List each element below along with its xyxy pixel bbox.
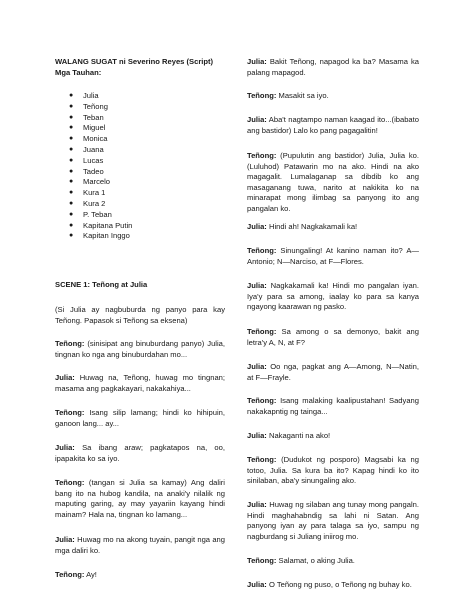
dialogue-text: (tangan si Julia sa kamay) Ang daliri bang ito na hubog kandila, na anaki'y nilalik ng maputing garing, ay may yayariin kayang hindi mainam? Hala na, tingnan ko lamang... — [55, 478, 225, 519]
dialogue-line — [247, 281, 419, 313]
dialogue-line — [247, 580, 419, 591]
dialogue-text: (sinisipat ang binuburdang panyo) Julia, tingnan ko nga ang binuburdahan mo... — [55, 339, 225, 359]
list-item: ● Juana — [69, 144, 104, 154]
speaker-name: Teñong: — [55, 478, 85, 487]
dialogue-line — [55, 478, 225, 520]
dialogue-text: Sa among o sa demonyo, bakit ang letra'y A, N, at F? — [247, 327, 419, 347]
dialogue-text: Salamat, o aking Julia. — [276, 556, 355, 565]
list-item: ● Lucas — [69, 155, 104, 165]
dialogue-line — [247, 396, 419, 417]
bullet-icon: ● — [69, 232, 74, 240]
bullet-icon: ● — [69, 113, 74, 121]
speaker-name: Julia: — [247, 580, 267, 589]
dialogue-line — [55, 373, 225, 394]
dialogue-text: (Pupulutin ang bastidor) Julia, Julia ko. (Luluhod) Patawarin mo na ako. Hindi na ako magagalit. Lumalaganap sa dibdib ko ang masaganang tuwa, narito at nakikita ko na minarapat mong ilimbag sa panyong ito ang pangalan ko. — [247, 151, 419, 213]
list-item: ● Kura 2 — [69, 198, 106, 208]
bullet-icon: ● — [69, 156, 74, 164]
dialogue-text: Isang silip lamang; hindi ko hihipuin, ganoon lang... ay... — [55, 408, 225, 428]
list-item: ● Julia — [69, 91, 99, 100]
stage-direction: (Si Julia ay nagbuburda ng panyo para kay Teñong. Papasok si Teñong sa eksena) — [55, 305, 225, 325]
list-item: ● Monica — [69, 134, 108, 144]
list-item: ● Teban — [69, 112, 104, 122]
dialogue-text: Hindi ah! Nagkakamali ka! — [266, 222, 358, 231]
dialogue-line — [55, 339, 225, 360]
dialogue-text: Isang malaking kaalipustahan! Sadyang nakakapntig ng tainga... — [247, 396, 419, 416]
speaker-name: Teñong: — [55, 408, 85, 417]
speaker-name: Julia: — [55, 373, 75, 382]
dialogue-text: Sa ibang araw; pagkatapos na, oo, ipapakita ko sa iyo. — [55, 443, 225, 463]
speaker-name: Teñong: — [247, 246, 277, 255]
bullet-icon: ● — [69, 145, 74, 153]
list-item: ● Tadeo — [69, 166, 104, 176]
dialogue-text: Bakit Teñong, napagod ka ba? Masama ka palang mapagod. — [247, 57, 419, 77]
dialogue-line — [247, 500, 419, 542]
bullet-icon: ● — [69, 167, 74, 175]
list-item: ● Marcelo — [69, 177, 111, 187]
dialogue-line — [55, 535, 225, 556]
bullet-icon: ● — [69, 92, 74, 99]
speaker-name: Julia: — [247, 362, 267, 371]
bullet-icon: ● — [69, 221, 74, 229]
list-item: ● Teñong — [69, 101, 108, 111]
dialogue-text: Huwag ng silaban ang tunay mong pangaln. Hindi maghahabndig sa lahi ni Satan. Ang panyong iyan ay para talaga sa iyo, sampu ng nagburdang si Juliang iniirog mo. — [247, 500, 419, 541]
dialogue-text: Nagkakamali ka! Hindi mo pangalan iyan. Iya'y para sa among, iaalay ko para sa kanya ngayong kaarawan ng pasko. — [247, 281, 419, 312]
dialogue-line — [55, 443, 225, 464]
bullet-icon: ● — [69, 210, 74, 218]
dialogue-line — [247, 246, 419, 267]
speaker-name: Julia: — [247, 431, 267, 440]
speaker-name: Julia: — [55, 535, 75, 544]
speaker-name: Julia: — [55, 443, 75, 452]
bullet-icon: ● — [69, 199, 74, 207]
dialogue-line — [247, 57, 419, 78]
dialogue-text: Nakaganti na ako! — [266, 431, 331, 440]
speaker-name: Teñong: — [247, 151, 277, 160]
dialogue-text: Oo nga, pagkat ang A—Among, N—Natin, at F—Frayle. — [247, 362, 419, 382]
dialogue-text: Masakit sa iyo. — [276, 91, 329, 100]
dialogue-text: (Dudukot ng posporo) Magsabi ka ng totoo, Julia. Sa kura ba ito? Kapag hindi ko ito sinilaban, aba'y sinungaling ako. — [247, 455, 419, 486]
list-item: ● Kapitana Putin — [69, 220, 133, 230]
list-item: ● P. Teban — [69, 209, 112, 219]
speaker-name: Julia: — [247, 115, 267, 124]
dialogue-line — [247, 222, 419, 233]
dialogue-text: Sinungaling! At kanino naman ito? A—Antonio; N—Narciso, at F—Flores. — [247, 246, 419, 266]
bullet-icon: ● — [69, 178, 74, 186]
dialogue-line — [55, 570, 225, 581]
speaker-name: Teñong: — [55, 570, 85, 579]
speaker-name: Julia: — [247, 281, 267, 290]
scene-heading: SCENE 1: Teñong at Julia — [55, 280, 148, 289]
bullet-icon: ● — [69, 124, 74, 132]
speaker-name: Julia: — [247, 57, 267, 66]
dialogue-line — [247, 91, 419, 102]
dialogue-line — [247, 455, 419, 487]
dialogue-line — [247, 151, 419, 215]
dialogue-line — [247, 327, 419, 348]
dialogue-line — [247, 115, 419, 136]
dialogue-text: Ay! — [84, 570, 97, 579]
speaker-name: Teñong: — [247, 396, 277, 405]
bullet-icon: ● — [69, 189, 74, 197]
speaker-name: Julia: — [247, 500, 267, 509]
speaker-name: Julia: — [247, 222, 267, 231]
dialogue-line — [247, 431, 419, 442]
speaker-name: Teñong: — [247, 556, 277, 565]
dialogue-text: Aba't nagtampo naman kaagad ito...(ibabato ang bastidor) Lalo ko pang pagagalitin! — [247, 115, 419, 135]
document-title: WALANG SUGAT ni Severino Reyes (Script) — [55, 57, 214, 66]
bullet-icon: ● — [69, 102, 74, 110]
dialogue-text: O Teñong ng puso, o Teñong ng buhay ko. — [266, 580, 412, 589]
list-item: ● Kapitan Inggo — [69, 231, 130, 241]
dialogue-text: Huwag mo na akong tuyain, pangit nga ang mga daliri ko. — [55, 535, 225, 555]
dialogue-text: Huwag na, Teñong, huwag mo tingnan; masama ang pagkakayari, nakakahiya... — [55, 373, 225, 393]
dialogue-line — [247, 556, 419, 567]
speaker-name: Teñong: — [55, 339, 85, 348]
speaker-name: Teñong: — [247, 327, 277, 336]
list-item: ● Miguel — [69, 123, 106, 133]
speaker-name: Teñong: — [247, 455, 277, 464]
dialogue-line — [55, 408, 225, 429]
cast-heading: Mga Tauhan: — [55, 68, 102, 77]
bullet-icon: ● — [69, 135, 74, 143]
dialogue-line — [247, 362, 419, 383]
speaker-name: Teñong: — [247, 91, 277, 100]
character-list — [55, 91, 132, 242]
list-item: ● Kura 1 — [69, 188, 106, 198]
